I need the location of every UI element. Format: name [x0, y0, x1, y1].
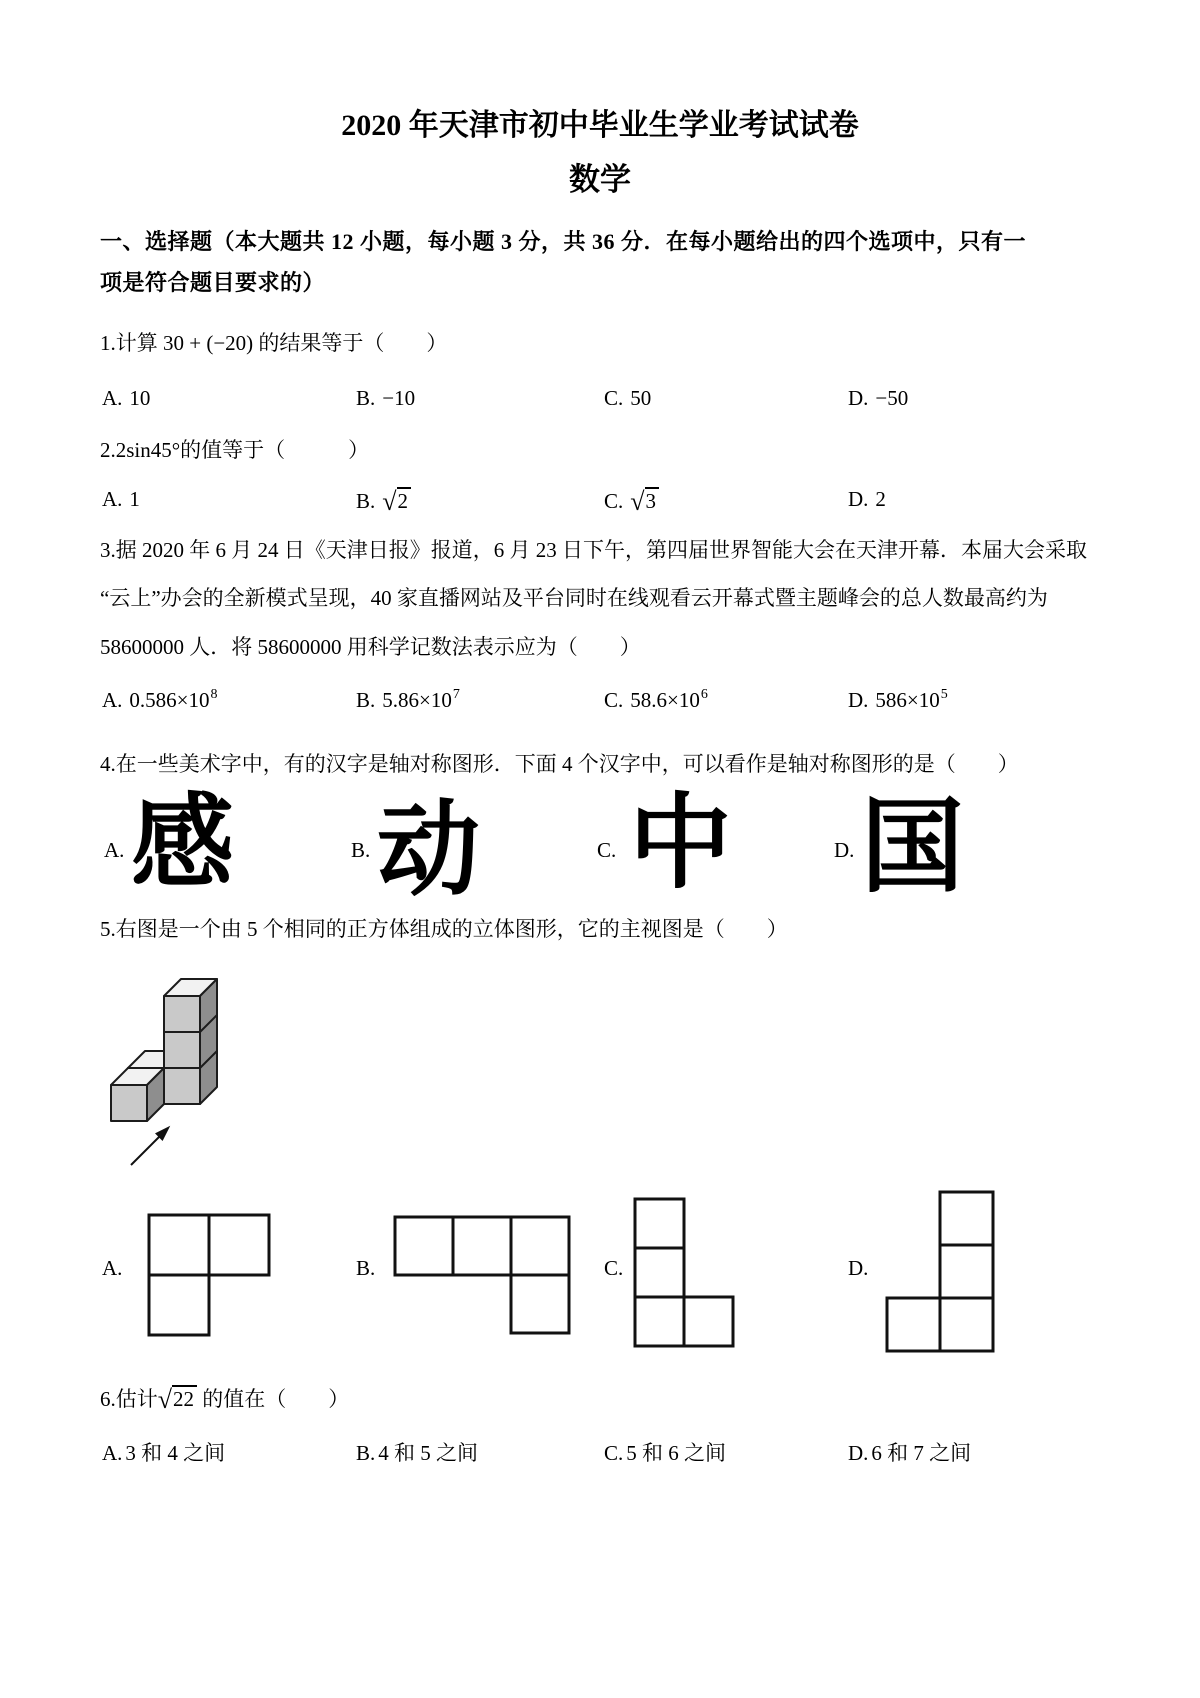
option-value: 10 [129, 386, 151, 410]
option-value: 50 [630, 386, 652, 410]
q3-option-a [102, 688, 218, 713]
radical-sign: √ [382, 487, 397, 516]
grid-square [940, 1192, 993, 1245]
option-value: 0.586×10 [129, 688, 210, 712]
radicand: 3 [645, 487, 660, 513]
exponent: 5 [940, 687, 948, 702]
q4-artistic-char-guo: 国 [861, 787, 964, 907]
q5-option-c-figure [633, 1197, 735, 1348]
option-value: 5 和 6 之间 [626, 1441, 727, 1465]
q1-option-b [356, 386, 415, 411]
cube-front-face [111, 1085, 147, 1121]
q2-option-c [604, 487, 659, 517]
q4-artistic-char-gan: 感 [131, 783, 234, 903]
question-5-stem: 5.右图是一个由 5 个相同的正方体组成的立体图形，它的主视图是（ ） [100, 917, 788, 941]
grid-square [635, 1297, 684, 1346]
exponent: 8 [210, 687, 218, 702]
option-value: 4 和 5 之间 [378, 1441, 479, 1465]
option-value: 5.86×10 [382, 688, 452, 712]
option-label: A. [102, 688, 123, 712]
q6-stem-prefix: 6.估计 [100, 1387, 158, 1411]
q5-option-b-figure [393, 1215, 571, 1335]
grid-square [940, 1298, 993, 1351]
grid-square [635, 1199, 684, 1248]
option-label: D. [848, 386, 869, 410]
q5-option-d-label: D. [848, 1256, 869, 1280]
exponent: 7 [452, 687, 460, 702]
option-label: C. [604, 386, 624, 410]
cube-stack-figure [98, 960, 248, 1175]
radicand: 22 [172, 1385, 197, 1411]
q2-option-d [848, 487, 886, 512]
q6-option-b [356, 1437, 478, 1467]
q2-option-b [356, 487, 411, 517]
q1-option-c [604, 386, 651, 411]
question-3-stem-line1: 3.据 2020 年 6 月 24 日《天津日报》报道，6 月 23 日下午，第四届世界智能大会在天津开幕．本届大会采取 [100, 538, 1087, 562]
grid-square [149, 1215, 209, 1275]
subject-title: 数学 [569, 162, 631, 197]
grid-square [453, 1217, 511, 1275]
option-label: D. [848, 1441, 869, 1465]
q3-option-b [356, 688, 460, 713]
q3-option-c [604, 688, 708, 713]
q4-option-d-label: D. [834, 838, 855, 862]
option-label: B. [356, 1441, 376, 1465]
question-3-stem-line3: 58600000 人．将 58600000 用科学记数法表示应为（ ） [100, 635, 641, 659]
option-label: C. [604, 688, 624, 712]
grid-square [209, 1215, 269, 1275]
cube-front-face [164, 1032, 200, 1068]
option-label: A. [102, 386, 123, 410]
sqrt-expression [630, 487, 659, 516]
radical-sign: √ [157, 1385, 173, 1414]
section-heading-line2: 项是符合题目要求的） [100, 270, 326, 295]
section-heading-line1: 一、选择题（本大题共 12 小题，每小题 3 分，共 36 分．在每小题给出的四个选项中，只有一 [100, 229, 1027, 254]
q6-option-d [848, 1437, 971, 1467]
view-direction-arrow [131, 1128, 168, 1165]
q6-option-a [102, 1437, 225, 1467]
option-label: B. [356, 386, 376, 410]
grid-square [511, 1217, 569, 1275]
option-value: 586×10 [875, 688, 940, 712]
q3-option-d [848, 688, 948, 713]
radicand: 2 [397, 487, 412, 513]
exponent: 6 [700, 687, 708, 702]
q5-option-b-label: B. [356, 1256, 376, 1280]
q4-artistic-char-zhong: 中 [629, 783, 732, 903]
option-label: B. [356, 489, 376, 513]
q6-option-c [604, 1437, 726, 1467]
q6-stem-suffix: 的值在（ ） [197, 1387, 350, 1411]
option-label: C. [604, 1441, 624, 1465]
cube-side-face [200, 979, 217, 1104]
page-title: 2020 年天津市初中毕业生学业考试试卷 [341, 109, 859, 142]
option-value: 6 和 7 之间 [871, 1441, 972, 1465]
option-label: D. [848, 487, 869, 511]
option-label: A. [102, 1441, 123, 1465]
q1-option-d [848, 386, 908, 411]
question-3-stem-line2: “云上”办会的全新模式呈现，40 家直播网站及平台同时在线观看云开幕式暨主题峰会的总人数最高约为 [100, 586, 1048, 610]
grid-square [511, 1275, 569, 1333]
q5-option-d-figure [885, 1190, 995, 1353]
q5-option-a-label: A. [102, 1256, 123, 1280]
option-value: −10 [382, 386, 416, 410]
option-value: 1 [129, 487, 140, 511]
sqrt-expression [157, 1385, 197, 1414]
grid-square [635, 1248, 684, 1297]
option-value: 3 和 4 之间 [125, 1441, 226, 1465]
q4-option-b-label: B. [351, 838, 371, 862]
option-value: −50 [875, 386, 909, 410]
option-label: A. [102, 487, 123, 511]
question-4-stem: 4.在一些美术字中，有的汉字是轴对称图形．下面 4 个汉字中，可以看作是轴对称图形的是（ ） [100, 752, 1019, 776]
q4-option-c-label: C. [597, 838, 617, 862]
sqrt-expression [382, 487, 411, 516]
option-value: 2 [875, 487, 886, 511]
question-1-stem: 1.计算 30 + (−20) 的结果等于（ ） [100, 331, 448, 355]
option-label: D. [848, 688, 869, 712]
grid-square [887, 1298, 940, 1351]
option-label: B. [356, 688, 376, 712]
cube-front-face [164, 996, 200, 1032]
option-label: C. [604, 489, 624, 513]
cube-front-face [164, 1068, 200, 1104]
question-2-stem: 2.2sin45°的值等于（ ） [100, 438, 370, 462]
question-6-stem [100, 1383, 349, 1415]
q2-option-a [102, 487, 140, 512]
q5-option-a-figure [147, 1213, 271, 1337]
grid-square [684, 1297, 733, 1346]
grid-square [940, 1245, 993, 1298]
q1-option-a [102, 386, 150, 411]
option-value: 58.6×10 [630, 688, 700, 712]
q4-artistic-char-dong: 动 [377, 790, 480, 910]
grid-square [395, 1217, 453, 1275]
q4-option-a-label: A. [104, 838, 125, 862]
grid-square [149, 1275, 209, 1335]
radical-sign: √ [630, 487, 645, 516]
q5-option-c-label: C. [604, 1256, 624, 1280]
